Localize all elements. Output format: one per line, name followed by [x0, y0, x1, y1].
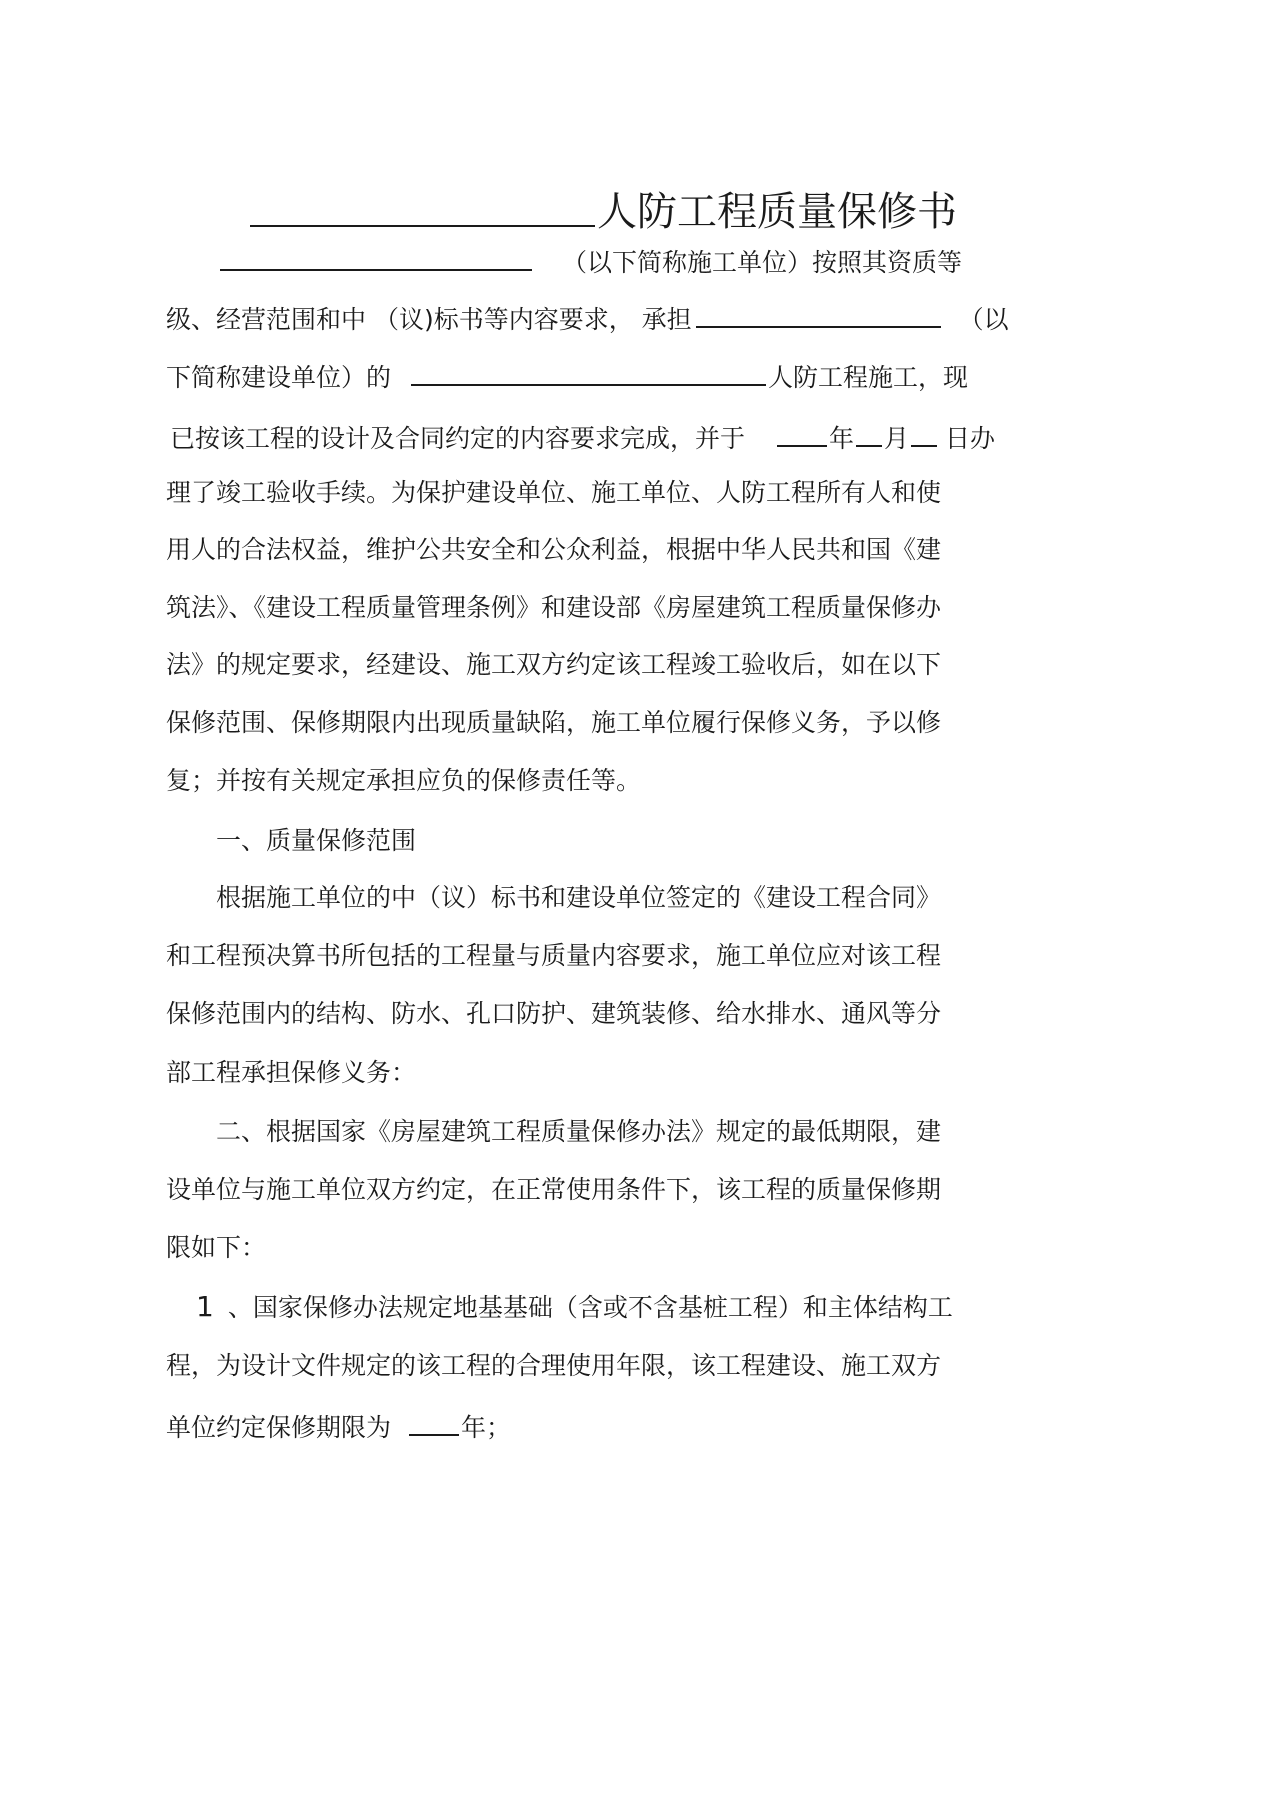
month-blank: [856, 419, 882, 447]
intro-text-2-end: （以: [958, 305, 1009, 334]
intro-line-9: 保修范围、保修期限内出现质量缺陷，施工单位履行保修义务，予以修: [166, 708, 942, 737]
item1-line-3: [166, 1408, 511, 1444]
project-name-blank: [250, 195, 595, 227]
intro-line-3: [166, 358, 968, 394]
document-title: [250, 180, 957, 237]
intro-text-3-end: 人防工程施工，现: [768, 363, 969, 392]
section1-line-2: 和工程预决算书所包括的工程量与质量内容要求，施工单位应对该工程: [166, 941, 942, 970]
warranty-years-blank: [409, 1408, 459, 1436]
section2-line-2: 设单位与施工单位双方约定，在正常使用条件下，该工程的质量保修期: [166, 1175, 942, 1204]
intro-text-4: 已按该工程的设计及合同约定的内容要求完成，并于: [170, 424, 746, 453]
intro-line-10: 复；并按有关规定承担应负的保修责任等。: [166, 766, 642, 795]
item1-number: 1: [196, 1290, 214, 1323]
section2-line-3: 限如下：: [166, 1233, 267, 1262]
year-label: 年: [829, 424, 855, 453]
intro-line-1: [220, 243, 962, 279]
item1-text-3-end: 年；: [461, 1413, 512, 1442]
intro-line-6: 用人的合法权益，维护公共安全和公众利益，根据中华人民共和国《建: [166, 535, 942, 564]
title-text: 人防工程质量保修书: [597, 189, 957, 235]
item1-line-2: 程，为设计文件规定的该工程的合理使用年限，该工程建设、施工双方: [166, 1351, 942, 1380]
intro-text-2: 级、经营范围和中 （议)标书等内容要求， 承担: [166, 305, 692, 334]
month-label: 月: [884, 424, 910, 453]
item1-line-1: [196, 1291, 953, 1324]
intro-line-2: [166, 300, 1009, 336]
intro-text-3-start: 下简称建设单位）的: [166, 363, 392, 392]
intro-line-5: 理了竣工验收手续。为保护建设单位、施工单位、人防工程所有人和使: [166, 478, 942, 507]
section1-line-1: 根据施工单位的中（议）标书和建设单位签定的《建设工程合同》: [216, 883, 942, 912]
owner-blank: [696, 300, 941, 328]
section2-line-1: 二、根据国家《房屋建筑工程质量保修办法》规定的最低期限，建: [216, 1117, 942, 1146]
intro-text-1: （以下简称施工单位）按照其资质等: [562, 248, 963, 277]
item1-text-3: 单位约定保修期限为: [166, 1413, 392, 1442]
project-blank: [411, 358, 766, 386]
day-label: 日办: [945, 424, 996, 453]
intro-line-4: [170, 419, 995, 455]
section1-line-4: 部工程承担保修义务：: [166, 1058, 417, 1087]
year-blank: [777, 419, 827, 447]
intro-line-8: 法》的规定要求，经建设、施工双方约定该工程竣工验收后，如在以下: [166, 650, 942, 679]
item1-text-1: 、国家保修办法规定地基基础（含或不含基桩工程）和主体结构工: [227, 1293, 953, 1322]
contractor-blank: [220, 243, 532, 271]
intro-line-7: 筑法》、《建设工程质量管理条例》和建设部《房屋建筑工程质量保修办: [166, 593, 942, 622]
day-blank: [911, 419, 937, 447]
section1-heading: 一、质量保修范围: [216, 826, 417, 855]
section1-line-3: 保修范围内的结构、防水、孔口防护、建筑装修、给水排水、通风等分: [166, 999, 942, 1028]
